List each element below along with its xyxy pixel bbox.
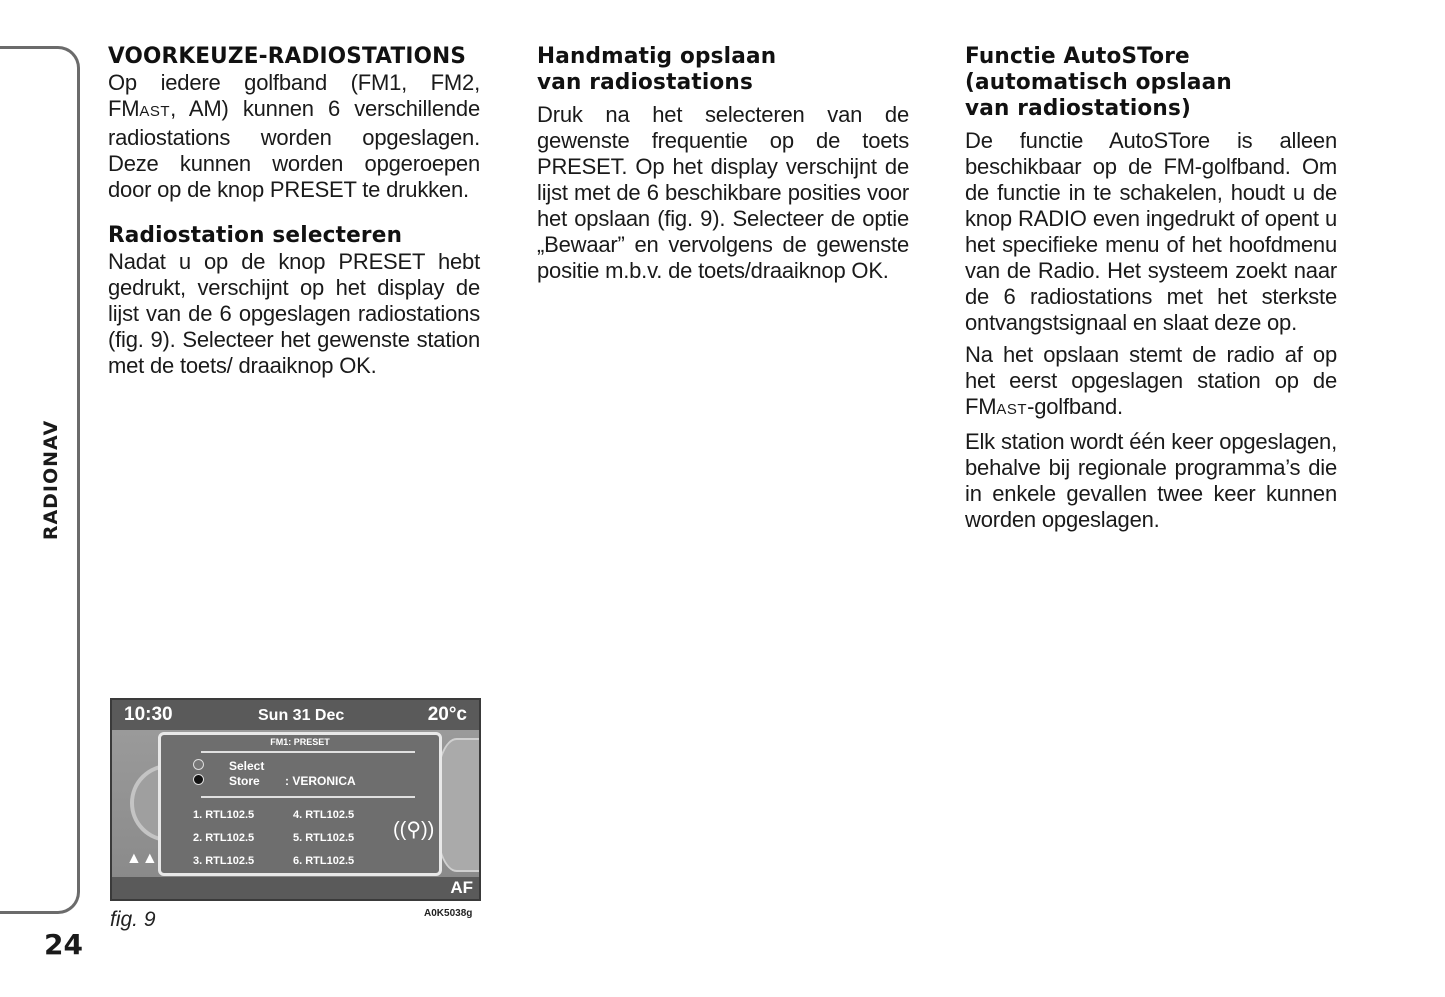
paragraph-manual-store: Druk na het selecteren van de gewenste frequentie op de toets PRESET. Op het display verschijnt de lijst met de 6 beschikbare posities voor het opslaan (fig. 9). Selecteer de optie „Bewaar” en vervolgens de gewenste positie m.b.v. de toets/draaiknop OK. [537, 102, 909, 283]
paragraph-preset-intro: Op iedere golfband (FM1, FM2, FMAST, AM) kunnen 6 verschillende radiostations worden opgeslagen. Deze kunnen worden opgeroepen door op de knop PRESET te drukken. [108, 70, 480, 202]
display-status-bar [112, 700, 479, 730]
divider [201, 751, 415, 753]
option-store: Store [229, 774, 260, 788]
display-temperature: 20°c [427, 704, 467, 725]
figure-preset-display [110, 698, 481, 901]
heading-manual-store: Handmatig opslaan van radiostations [537, 44, 777, 95]
section-label: RADIONAV [40, 419, 63, 541]
figure-code: A0K5038g [424, 908, 473, 919]
heading-autostore: Functie AutoSTore (automatisch opslaan van radiostations) [965, 44, 1232, 121]
display-clock: 10:30 [124, 704, 173, 725]
preset-menu-panel [158, 732, 442, 876]
preset-item: 2. RTL102.5 [193, 832, 255, 844]
antenna-signal-icon: ((⚲)) [393, 819, 435, 841]
mountain-icon: ▲▲ [126, 850, 158, 867]
option-select: Select [229, 759, 265, 773]
column-2 [537, 44, 909, 284]
radio-store-icon [193, 774, 204, 785]
preset-item: 4. RTL102.5 [293, 809, 355, 821]
column-1 [108, 44, 480, 379]
page-number: 24 [44, 928, 83, 961]
preset-item: 3. RTL102.5 [193, 855, 255, 867]
paragraph-autostore-2: Na het opslaan stemt de radio af op het eerst opgeslagen station op de FMAST-golfband. [965, 342, 1337, 419]
preset-item: 5. RTL102.5 [293, 832, 355, 844]
column-3 [965, 44, 1337, 533]
heading-preset-stations: VOORKEUZE-RADIOSTATIONS [108, 44, 467, 69]
paragraph-autostore-1: De functie AutoSTore is alleen beschikbaar op de FM-golfband. Om de functie in te schakelen, houdt u de knop RADIO even ingedrukt of opent u het specifieke menu of het hoofdmenu van de Radio. Het systeem zoekt naar de 6 radiostations met het sterkste ontvangstsignaal en slaat deze op. [965, 128, 1337, 335]
preset-menu-title: FM1: PRESET [270, 737, 330, 747]
preset-item: 6. RTL102.5 [293, 855, 355, 867]
af-indicator: AF [450, 878, 473, 897]
display-bottom-bar [112, 877, 479, 899]
display-date: Sun 31 Dec [258, 707, 345, 724]
heading-select-station: Radiostation selecteren [108, 223, 403, 248]
paragraph-select-station: Nadat u op de knop PRESET hebt gedrukt, verschijnt op het display de lijst van de 6 opgeslagen radiostations (fig. 9). Selecteer het gewenste station met de toets/ draaiknop OK. [108, 249, 480, 378]
paragraph-autostore-3: Elk station wordt één keer opgeslagen, behalve bij regionale programma’s die in enkele gevallen twee keer kunnen worden opgeslagen. [965, 429, 1337, 532]
preset-item: 1. RTL102.5 [193, 809, 255, 821]
radio-select-icon [193, 759, 204, 770]
figure-caption: fig. 9 [110, 908, 156, 931]
divider [201, 796, 415, 798]
store-value: : VERONICA [285, 774, 356, 788]
section-tab [36, 410, 66, 550]
